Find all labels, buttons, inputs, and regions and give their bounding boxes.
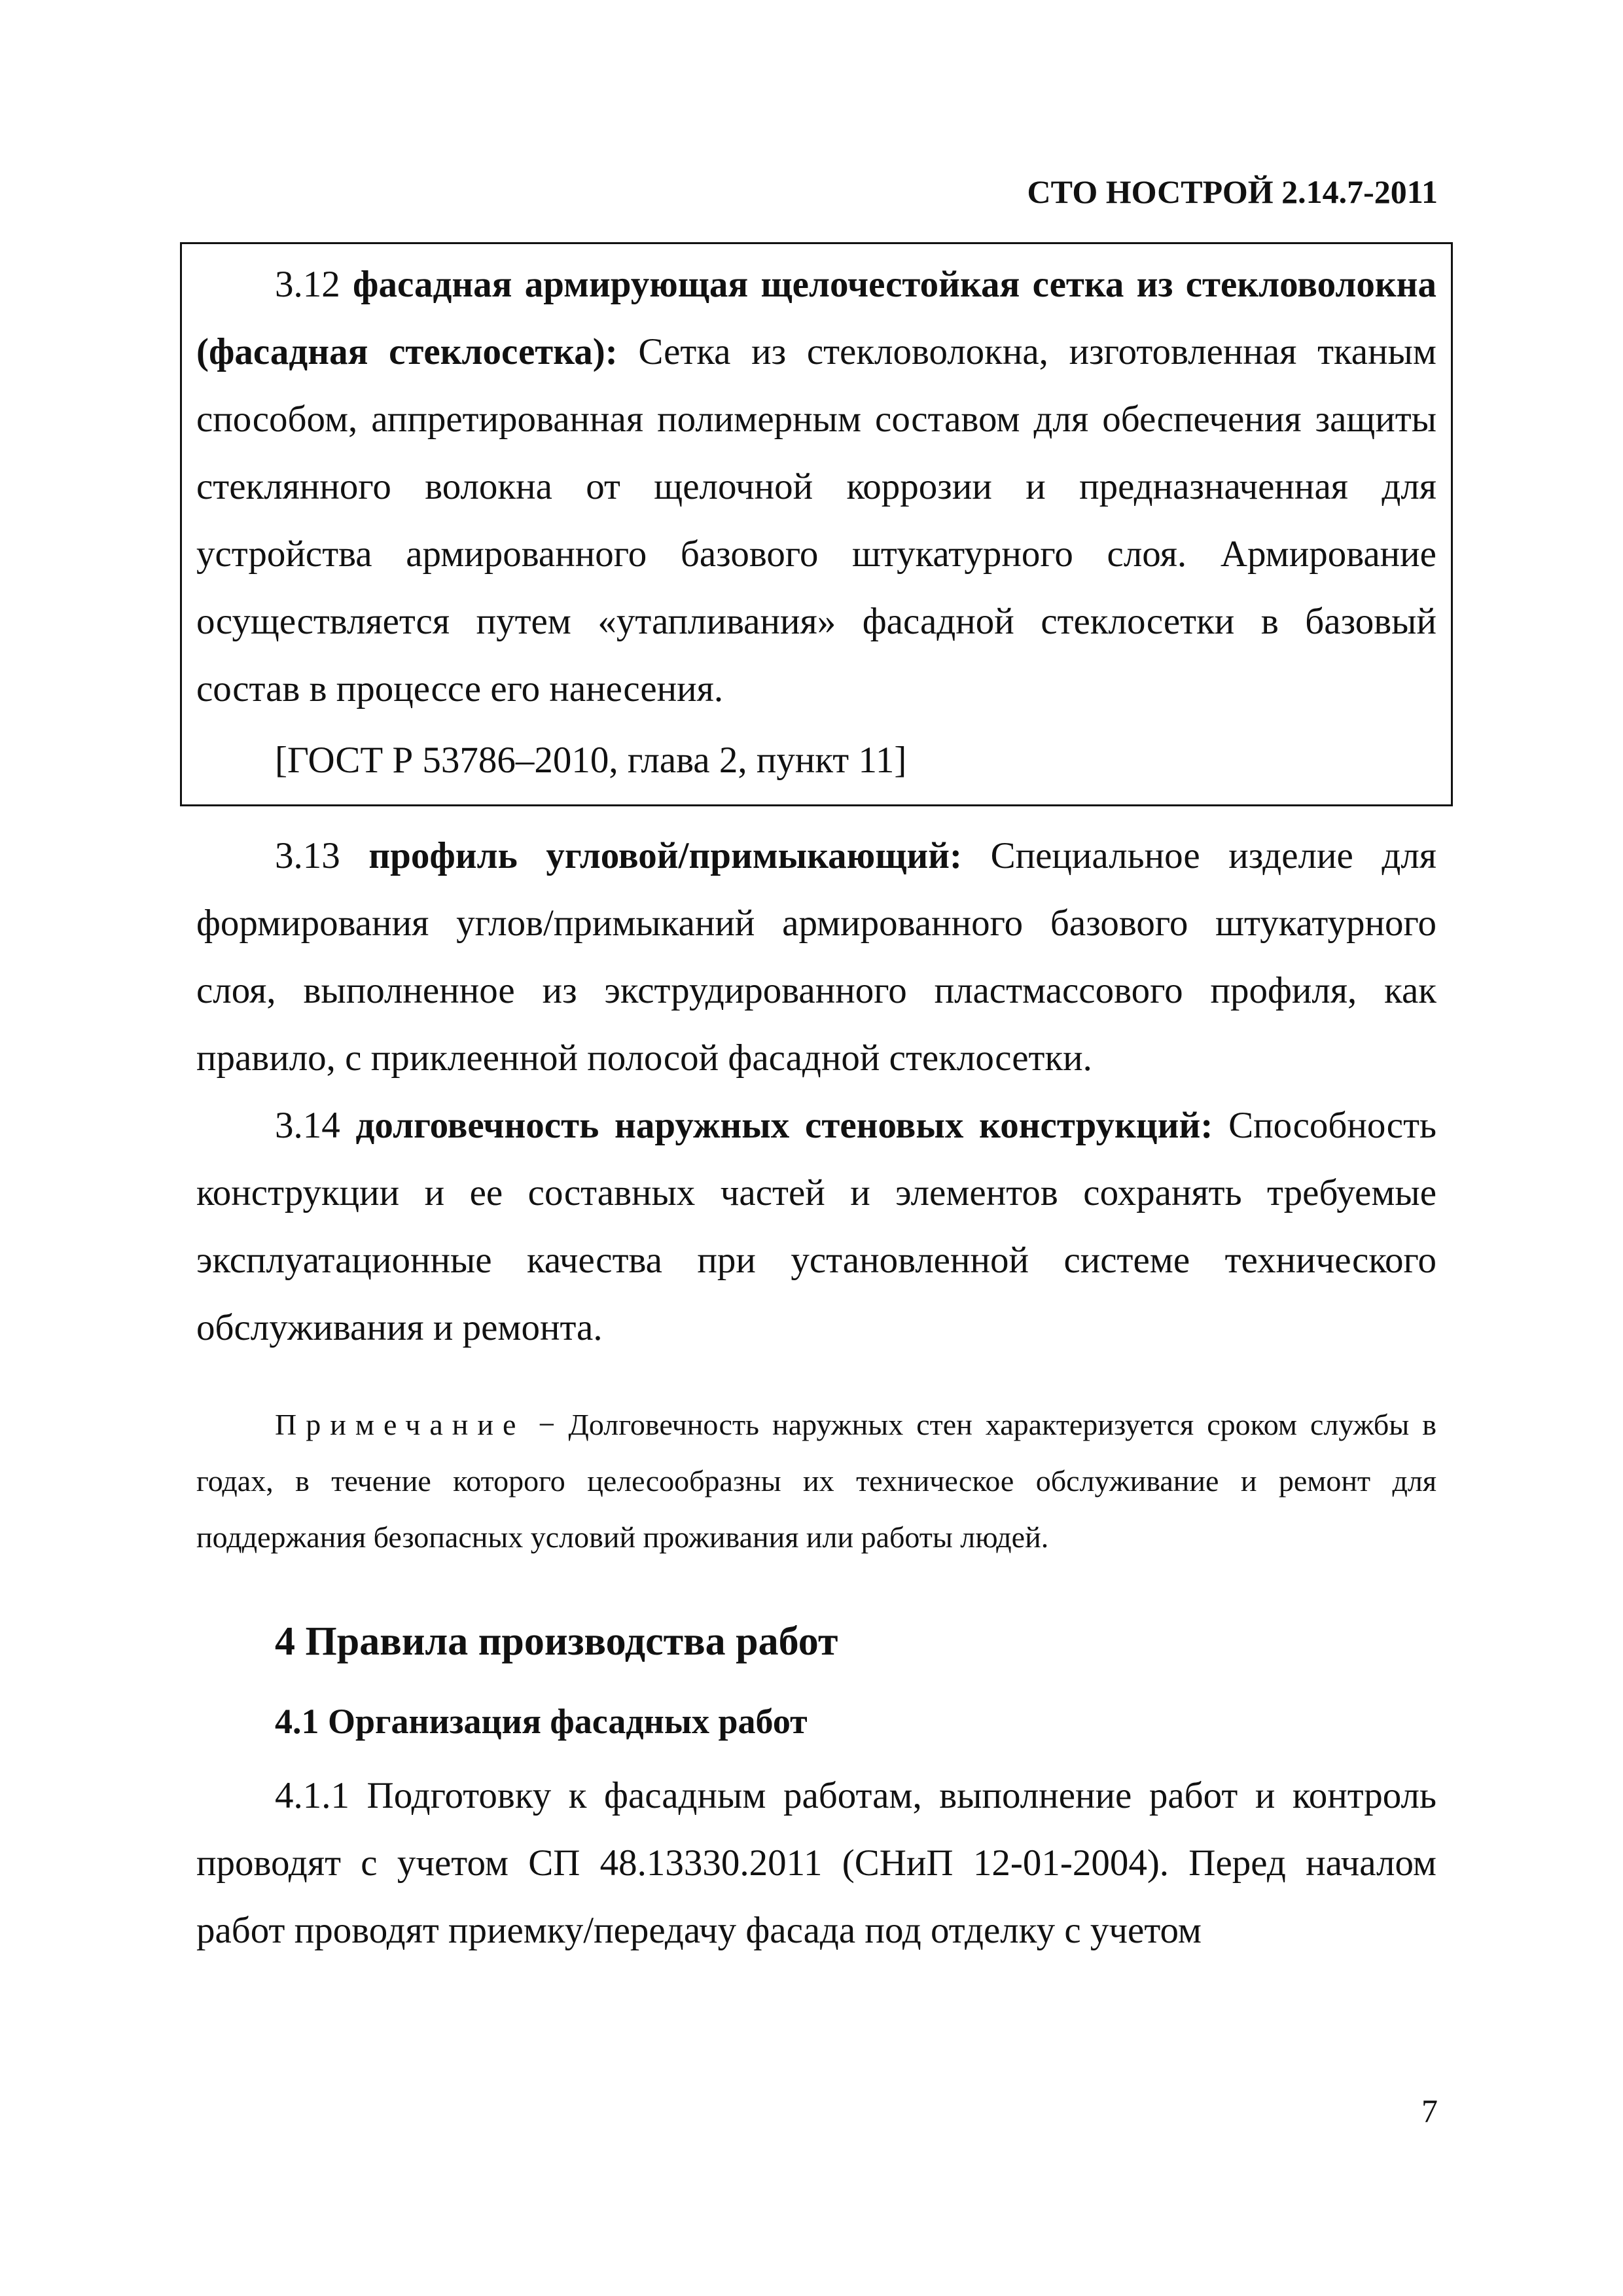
definition-text: Способность конструкции и ее составных частей и элементов сохранять требуемые эксплуатационные качества при установленной системе технического обслуживания и ремонта. xyxy=(196,1105,1436,1348)
note-dash: − xyxy=(525,1408,569,1441)
definition-3-14 xyxy=(196,1092,1436,1361)
definition-3-13 xyxy=(196,822,1436,1092)
note xyxy=(196,1397,1436,1566)
paragraph-4-1-1: 4.1.1 Подготовку к фасадным работам, выполнение работ и контроль проводят с учетом СП 48.13330.2011 (СНиП 12-01-2004). Перед началом работ проводят приемку/передачу фасада под отделку с учетом xyxy=(196,1775,1436,1951)
page-number: 7 xyxy=(1421,2092,1438,2129)
definition-term: профиль угловой/примыкающий: xyxy=(368,835,962,876)
definition-number: 3.13 xyxy=(275,835,369,876)
subsection-heading: 4.1 Организация фасадных работ xyxy=(275,1702,808,1741)
definition-term: долговечность наружных стеновых конструкций: xyxy=(355,1105,1213,1146)
definition-text: Сетка из стекловолокна, изготовленная тканым способом, аппретированная полимерным составом для обеспечения защиты стеклянного волокна от щелочной коррозии и предназначенная для устройства армированного базового штукатурного слоя. Армирование осуществляется путем «утапливания» фасадной стеклосетки в базовый состав в процессе его нанесения. xyxy=(196,331,1436,709)
definition-3-12 xyxy=(196,251,1436,723)
definition-term: фасадная армирующая щелочестойкая сетка из стекловолокна (фасадная стеклосетка): xyxy=(196,264,1437,372)
definition-box-3-12 xyxy=(180,242,1453,806)
note-text: Долговечность наружных стен характеризуется сроком службы в годах, в течение которого целесообразны их техническое обслуживание и ремонт для поддержания безопасных условий проживания или работы людей. xyxy=(196,1408,1436,1554)
definition-number: 3.14 xyxy=(275,1105,356,1146)
section-heading: 4 Правила производства работ xyxy=(275,1619,838,1664)
note-label: Примечание xyxy=(275,1408,526,1441)
definition-number: 3.12 xyxy=(275,264,353,305)
definition-source: [ГОСТ Р 53786–2010, глава 2, пункт 11] xyxy=(275,740,907,781)
page-content xyxy=(196,242,1436,1964)
document-code-header: СТО НОСТРОЙ 2.14.7-2011 xyxy=(1027,173,1438,210)
definition-text: Специальное изделие для формирования углов/примыканий армированного базового штукатурного слоя, выполненное из экструдированного пластмассового профиля, как правило, с приклеенной полосой фасадной стеклосетки. xyxy=(196,835,1436,1079)
